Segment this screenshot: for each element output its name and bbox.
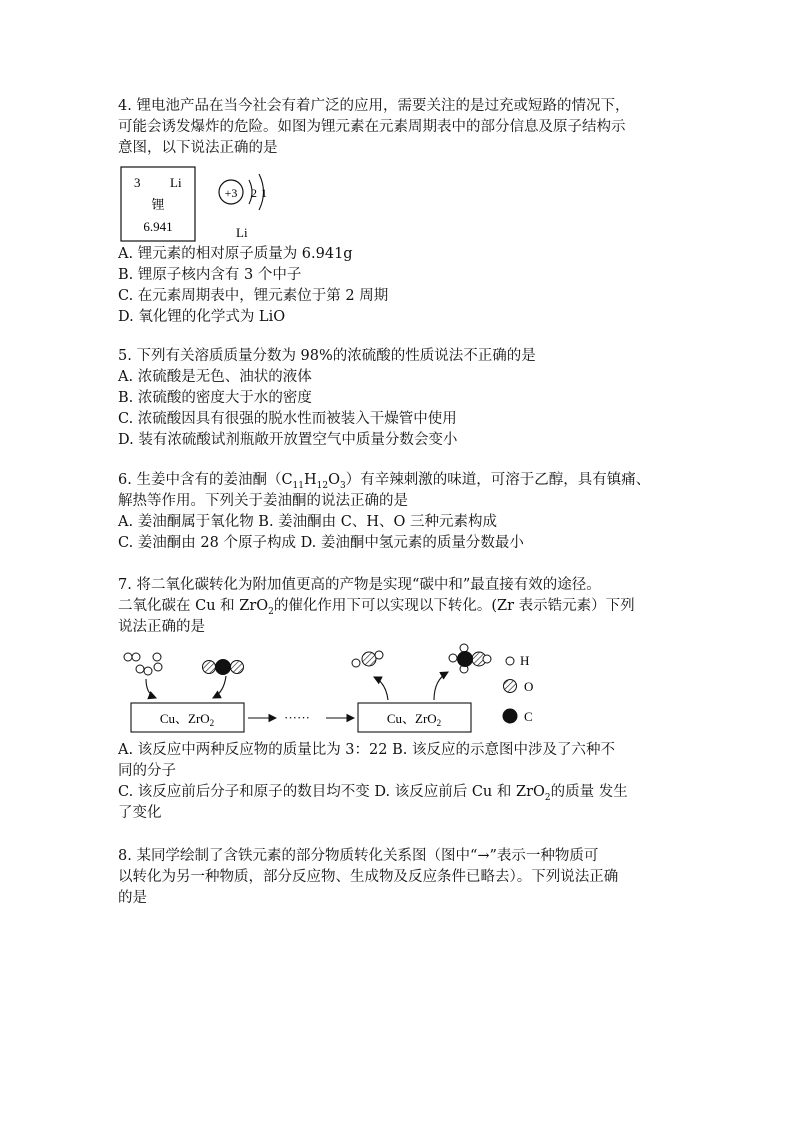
nucleus-charge: +3: [224, 186, 238, 200]
q7-stem-line-1: 7. 将二氧化碳转化为附加值更高的产物是实现“碳中和”最直接有效的途径。: [118, 577, 601, 593]
legend-c: C: [524, 709, 533, 724]
q4-option-b[interactable]: B. 锂原子核内含有 3 个中子: [118, 267, 302, 283]
reaction-diagram: [118, 640, 558, 740]
question-7: [118, 575, 684, 638]
formula-sub: 2: [544, 792, 551, 803]
q7-opt-text: C. 该反应前后分子和原子的数目均不变 D. 该反应前后 Cu 和 ZrO: [118, 784, 545, 800]
formula-sub: 12: [316, 480, 329, 491]
formula-o: O: [328, 472, 340, 488]
q6-text: 6. 生姜中含有的姜油酮（C: [118, 472, 293, 488]
q5-option-c[interactable]: C. 浓硫酸因具有很强的脱水性而被装入干燥管中使用: [118, 411, 457, 427]
q7-opt-text: 的质量 发生: [550, 784, 628, 800]
q4-stem-line: 可能会诱发爆炸的危险。如图为锂元素在元素周期表中的部分信息及原子结构示: [118, 119, 626, 135]
periodic-table-cell: [120, 166, 196, 242]
q5-option-a[interactable]: A. 浓硫酸是无色、油状的液体: [118, 369, 312, 385]
formula-sub: 11: [292, 480, 304, 491]
question-5: [118, 346, 684, 451]
question-4: [118, 96, 684, 159]
q4-options: [118, 244, 684, 328]
formula-sub: 2: [268, 606, 274, 617]
q8-stem-line: 8. 某同学绘制了含铁元素的部分物质转化关系图（图中“→”表示一种物质可: [118, 848, 599, 864]
q4-stem-line: 4. 锂电池产品在当今社会有着广泛的应用，需要关注的是过充或短路的情况下，: [118, 98, 630, 114]
q6-options-cd[interactable]: C. 姜油酮由 28 个原子构成 D. 姜油酮中氢元素的质量分数最小: [118, 535, 524, 551]
q7-text: 二氧化碳在 Cu 和 ZrO: [118, 598, 269, 614]
q7-option-ab-cont: 同的分子: [118, 763, 176, 779]
atom-label: Li: [236, 225, 248, 240]
element-name: 锂: [151, 197, 165, 212]
q6-options-ab[interactable]: A. 姜油酮属于氧化物 B. 姜油酮由 C、H、O 三种元素构成: [118, 514, 498, 530]
question-6: [118, 470, 684, 554]
q5-option-b[interactable]: B. 浓硫酸的密度大于水的密度: [118, 390, 312, 406]
diagram-legend: [503, 653, 534, 724]
q7-option-cd[interactable]: [118, 782, 684, 803]
formula-sub: 3: [340, 480, 346, 491]
catalyst-label-left: Cu、ZrO$_2$: [159, 711, 215, 728]
hydrogen-molecules: [124, 653, 162, 675]
q5-stem: 5. 下列有关溶质质量分数为 98%的浓硫酸的性质说法不正确的是: [118, 348, 536, 364]
shell1-electrons: 2: [251, 186, 257, 200]
q6-stem-line-1: [118, 470, 684, 491]
ellipsis-dots: ······: [284, 710, 310, 725]
q4-stem-line: 意图，以下说法正确的是: [118, 140, 278, 156]
q6-stem-line-2: 解热等作用。下列关于姜油酮的说法正确的是: [118, 493, 408, 509]
q8-stem-line: 以转化为另一种物质，部分反应物、生成物及反应条件已略去）。下列说法正确: [118, 869, 619, 885]
formula-h: H: [304, 472, 317, 488]
q7-stem-line-2: [118, 596, 684, 617]
legend-o: O: [524, 679, 534, 694]
shell2-electrons: 1: [261, 186, 267, 200]
q7-text: 的催化作用下可以实现以下转化。(Zr 表示锆元素）下列: [273, 598, 635, 614]
question-8: [118, 846, 684, 909]
q5-option-d[interactable]: D. 装有浓硫酸试剂瓶敞开放置空气中质量分数会变小: [118, 432, 458, 448]
q8-stem-line: 的是: [118, 890, 147, 906]
atomic-mass: 6.941: [143, 219, 173, 234]
q4-option-c[interactable]: C. 在元素周期表中，锂元素位于第 2 周期: [118, 288, 389, 304]
q7-option-cd-cont: 了变化: [118, 805, 162, 821]
q4-option-d[interactable]: D. 氧化锂的化学式为 LiO: [118, 309, 286, 325]
q6-text: ）有辛辣刺激的味道，可溶于乙醇，具有镇痛、: [345, 472, 651, 488]
water-molecule: [352, 651, 383, 667]
q4-option-a[interactable]: A. 锂元素的相对原子质量为 6.941g: [118, 246, 353, 262]
atomic-structure-diagram: [214, 170, 274, 244]
q7-stem-line-3: 说法正确的是: [118, 619, 205, 635]
methanol-molecule: [449, 644, 491, 673]
q7-option-ab[interactable]: A. 该反应中两种反应物的质量比为 3：22 B. 该反应的示意图中涉及了六种不: [118, 742, 615, 758]
element-symbol: Li: [170, 175, 182, 190]
catalyst-label-right: Cu、ZrO$_2$: [386, 711, 442, 728]
q7-options: [118, 740, 684, 824]
legend-h: H: [520, 653, 530, 668]
atomic-number: 3: [134, 175, 141, 190]
carbon-dioxide-molecule: [203, 659, 244, 675]
